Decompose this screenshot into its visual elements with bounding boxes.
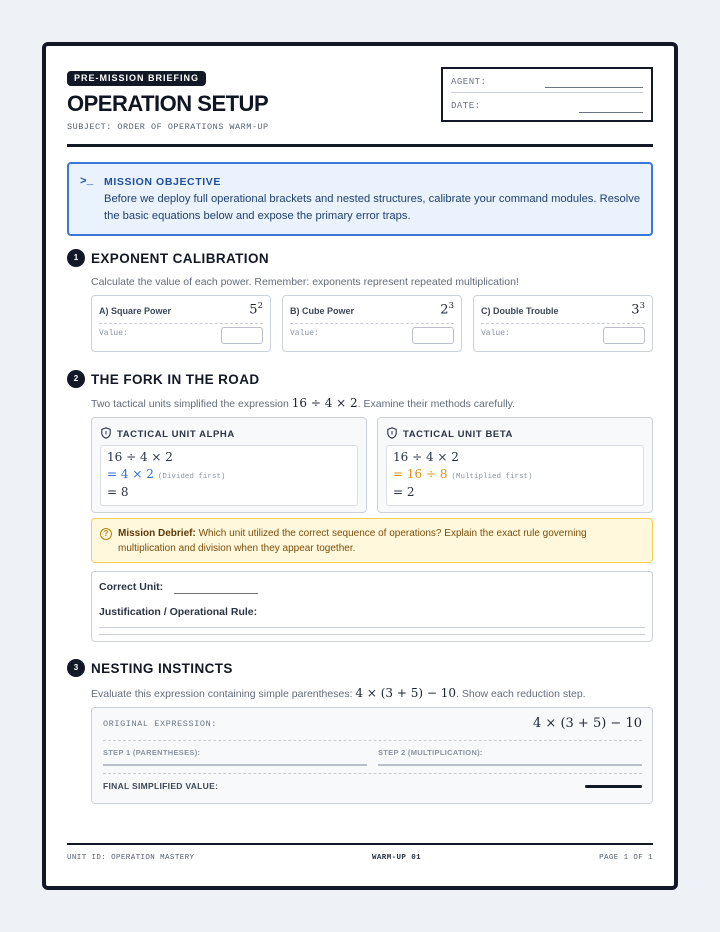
unit-beta-card (377, 417, 653, 513)
page-subject: SUBJECT: ORDER OF OPERATIONS WARM-UP (67, 122, 269, 132)
step-1-answer-line[interactable] (103, 764, 367, 766)
power-card-b (282, 295, 462, 352)
section-3-instruction: Evaluate this expression containing simple parentheses: 4 × (3 + 5) − 10. Show each reduction step. (91, 686, 586, 700)
justification-line-2[interactable] (99, 634, 645, 635)
unit-alpha-title: TACTICAL UNIT ALPHA (117, 429, 235, 440)
beta-line-2: = 16 ÷ 8 (Multiplied first) (393, 467, 533, 481)
section-2-number: 2 (67, 370, 85, 388)
agent-info-box (441, 67, 653, 122)
objective-title: MISSION OBJECTIVE (104, 176, 221, 188)
agent-label: AGENT: (451, 77, 487, 87)
power-card-label: A) Square Power (99, 306, 172, 316)
step-1-label: STEP 1 (PARENTHESES): (103, 748, 201, 757)
header-divider (67, 144, 653, 147)
value-label: Value: (481, 329, 510, 338)
value-label: Value: (290, 329, 319, 338)
section-3-title: NESTING INSTINCTS (91, 661, 233, 676)
footer-divider (67, 843, 653, 845)
alpha-note: (Divided first) (157, 473, 226, 481)
justification-line-1[interactable] (99, 627, 645, 628)
beta-line-1: 16 ÷ 4 × 2 (393, 450, 459, 464)
correct-unit-label: Correct Unit: (99, 581, 164, 593)
card-divider (481, 323, 645, 324)
date-field[interactable] (579, 112, 643, 113)
agent-field[interactable] (545, 87, 643, 88)
section-2-instruction: Two tactical units simplified the expression 16 ÷ 4 × 2. Examine their methods carefully. (91, 396, 516, 410)
section-2-title: THE FORK IN THE ROAD (91, 372, 260, 387)
justification-label: Justification / Operational Rule: (99, 606, 258, 618)
section-3-number: 3 (67, 659, 85, 677)
power-card-c (473, 295, 653, 352)
card-divider (290, 323, 454, 324)
power-b-answer-input[interactable] (412, 327, 454, 344)
power-expression: $2^3$ (440, 301, 454, 318)
final-value-line[interactable] (585, 785, 642, 788)
section-1-instruction: Calculate the value of each power. Remember: exponents represent repeated multiplication! (91, 276, 519, 288)
unit-alpha-header (101, 427, 235, 440)
date-label: DATE: (451, 101, 481, 111)
unit-alpha-card (91, 417, 367, 513)
alpha-line-2: = 4 × 2 (Divided first) (107, 467, 226, 481)
alpha-line-3: = 8 (107, 485, 129, 499)
power-c-answer-input[interactable] (603, 327, 645, 344)
box-divider (103, 740, 642, 741)
shield-icon (387, 427, 397, 439)
power-card-label: C) Double Trouble (481, 306, 559, 316)
original-expression: 4 × (3 + 5) − 10 (533, 716, 642, 731)
nesting-work-box (91, 707, 653, 804)
section-1-title: EXPONENT CALIBRATION (91, 251, 270, 266)
beta-line-3: = 2 (393, 485, 415, 499)
section-1-number: 1 (67, 249, 85, 267)
agent-row (451, 71, 643, 93)
fork-answer-box (91, 571, 653, 642)
footer-unit-id: UNIT ID: OPERATION MASTERY (67, 854, 195, 862)
alpha-line-1: 16 ÷ 4 × 2 (107, 450, 173, 464)
power-a-answer-input[interactable] (221, 327, 263, 344)
date-row (451, 95, 643, 117)
inline-expression: 4 × (3 + 5) − 10 (355, 686, 457, 700)
objective-text: Before we deploy full operational brackets and nested structures, calibrate your command modules. Resolve the basic equations below and expose the primary error traps. (104, 193, 641, 222)
shield-icon (101, 427, 111, 439)
footer-page-number: PAGE 1 OF 1 (599, 854, 653, 862)
final-value-label: FINAL SIMPLIFIED VALUE: (103, 781, 219, 791)
beta-note: (Multiplied first) (451, 473, 533, 481)
page-title: OPERATION SETUP (67, 91, 269, 116)
power-card-a (91, 295, 271, 352)
briefing-badge: PRE-MISSION BRIEFING (67, 71, 206, 86)
correct-unit-field[interactable] (174, 593, 258, 594)
value-label: Value: (99, 329, 128, 338)
step-2-answer-line[interactable] (378, 764, 642, 766)
step-2-label: STEP 2 (MULTIPLICATION): (378, 748, 483, 757)
terminal-icon: >_ (80, 176, 94, 188)
unit-beta-title: TACTICAL UNIT BETA (403, 429, 514, 440)
box-divider (103, 773, 642, 774)
worksheet-page (42, 42, 678, 890)
unit-beta-header (387, 427, 513, 440)
debrief-text: Mission Debrief: Which unit utilized the correct sequence of operations? Explain the exact rule governing multiplication and division when they appear together. (118, 528, 587, 554)
footer-warmup: WARM-UP 01 (372, 854, 422, 862)
unit-beta-work (386, 445, 644, 506)
power-card-label: B) Cube Power (290, 306, 355, 316)
card-divider (99, 323, 263, 324)
power-expression: $5^2$ (249, 301, 263, 318)
unit-alpha-work (100, 445, 358, 506)
power-expression: $3^3$ (631, 301, 645, 318)
question-icon: ? (100, 528, 112, 540)
mission-debrief-callout (91, 518, 653, 563)
original-expression-label: ORIGINAL EXPRESSION: (103, 719, 218, 729)
mission-objective-callout (67, 162, 653, 236)
inline-expression: 16 ÷ 4 × 2 (291, 396, 358, 410)
